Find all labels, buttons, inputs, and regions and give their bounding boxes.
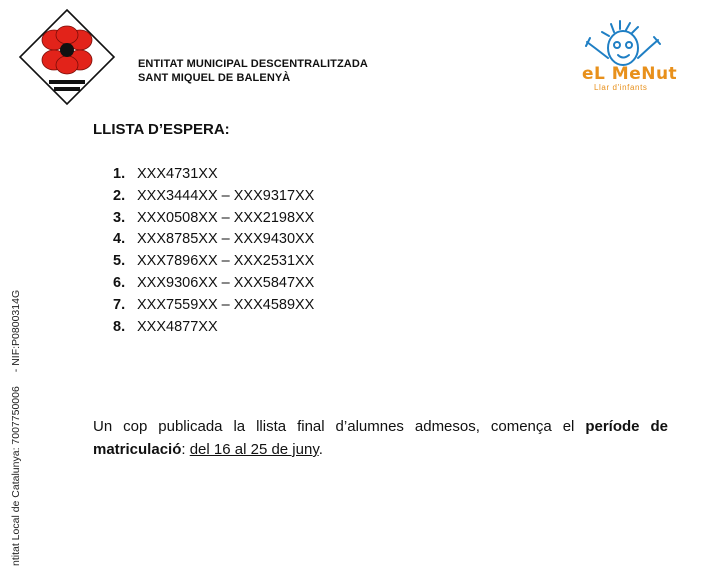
list-item	[113, 317, 314, 339]
poppy-crest-icon	[18, 8, 116, 106]
enrollment-period-label: període de matriculació	[93, 418, 668, 458]
list-item-number: 2.	[113, 187, 126, 204]
list-item-number: 1.	[113, 166, 126, 182]
list-item-number: 4.	[113, 231, 126, 248]
list-item-text: XXX0508XX – XXX2198XX	[137, 209, 315, 226]
list-item-text: XXX3444XX – XXX9317XX	[137, 187, 315, 204]
registry-number: ntitat Local de Catalunya: 7007750006	[10, 386, 22, 566]
list-item	[113, 295, 314, 317]
list-item	[113, 251, 314, 273]
list-item	[113, 229, 314, 251]
list-item-number: 8.	[113, 318, 126, 335]
organization-line-1: ENTITAT MUNICIPAL DESCENTRALITZADA	[138, 58, 368, 70]
list-item-text: XXX8785XX – XXX9430XX	[137, 231, 315, 248]
paragraph-end: .	[318, 441, 323, 458]
waiting-list	[113, 164, 314, 338]
list-item-number: 3.	[113, 209, 126, 226]
page-title: LLISTA D’ESPERA:	[93, 121, 230, 138]
nif-number: - NIF:P0800314G	[10, 289, 22, 373]
organization-name	[138, 57, 368, 85]
enrollment-dates: del 16 al 25 de juny	[189, 441, 319, 458]
list-item-text: XXX4877XX	[137, 318, 218, 335]
list-item-text: XXX7896XX – XXX2531XX	[137, 253, 315, 270]
registry-sidebar	[10, 290, 22, 566]
paragraph-text: Un cop publicada la llista final d’alumnes admesos, comença el	[93, 418, 586, 435]
paragraph-colon: :	[181, 441, 190, 458]
organization-line-2: SANT MIQUEL DE BALENYÀ	[138, 72, 291, 84]
list-item-number: 5.	[113, 253, 126, 270]
enrollment-paragraph	[93, 415, 668, 461]
list-item-text: XXX4731XX	[137, 166, 218, 182]
list-item	[113, 273, 314, 295]
logo-wordmark: eL MeNut	[582, 64, 678, 84]
list-item	[113, 186, 314, 208]
list-item-number: 6.	[113, 274, 126, 291]
list-item-number: 7.	[113, 296, 126, 313]
list-item	[113, 164, 314, 186]
list-item-text: XXX7559XX – XXX4589XX	[137, 296, 315, 313]
list-item-text: XXX9306XX – XXX5847XX	[137, 274, 315, 291]
list-item	[113, 208, 314, 230]
logo-subtitle: Llar d'infants	[594, 83, 648, 92]
